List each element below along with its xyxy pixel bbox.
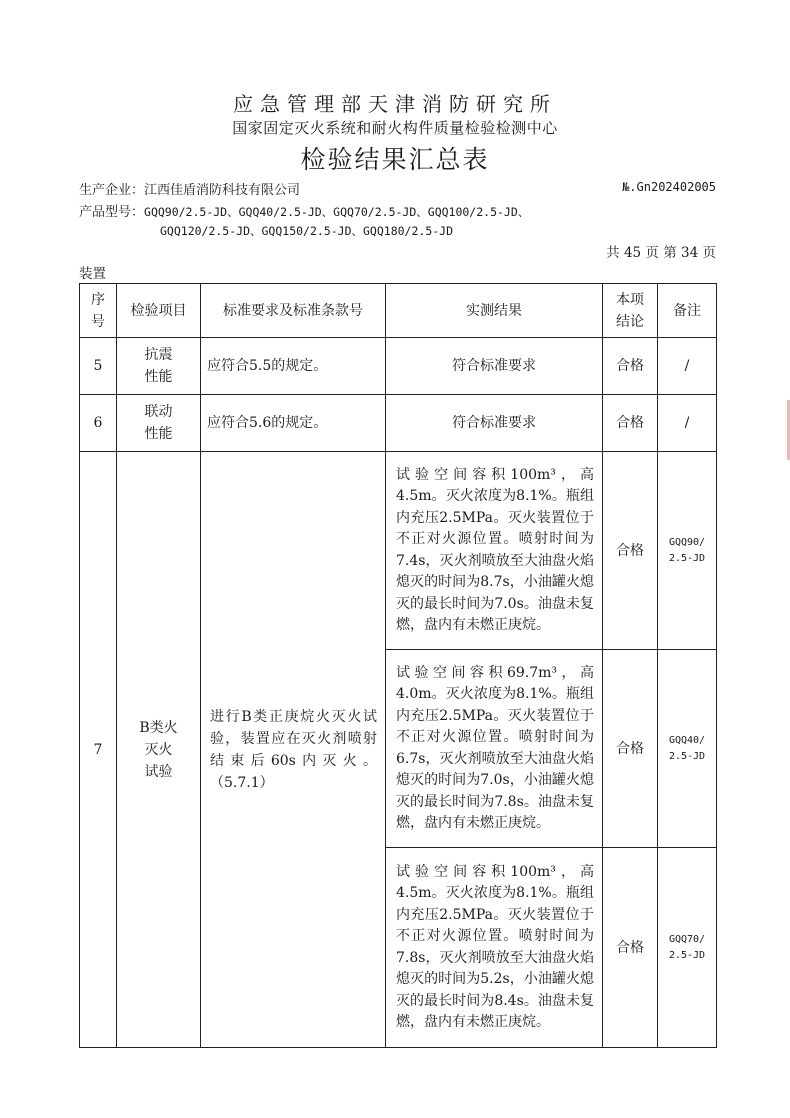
table-row [80, 395, 717, 452]
row7-remark-1: GQQ90/ 2.5-JD [658, 452, 717, 650]
row5-remark: / [658, 338, 717, 395]
row7-seq: 7 [80, 452, 117, 1048]
company-name: 江西佳盾消防科技有限公司 [144, 183, 301, 198]
row6-seq: 6 [80, 395, 117, 452]
row7-standard: 进行B类正庚烷火灭火试验，装置应在灭火剂喷射结束后60s内灭火。（5.7.1） [201, 452, 386, 1048]
row5-seq: 5 [80, 338, 117, 395]
row7-result-2: 试验空间容积69.7m³，高4.0m。灭火浓度为8.1%。瓶组内充压2.5MPa。灭火装置位于不正对火源位置。喷射时间为6.7s，灭火剂喷放至大油盘火焰熄灭的时间为7.0s，小油罐火熄灭的最长时间为7.8s。油盘未复燃，盘内有未燃正庚烷。 [386, 650, 603, 848]
header-standard: 标准要求及标准条款号 [201, 284, 386, 338]
header-conclusion: 本项 结论 [603, 284, 658, 338]
row5-standard: 应符合5.5的规定。 [201, 338, 386, 395]
row7-conclusion-1: 合格 [603, 452, 658, 650]
table-row [80, 452, 717, 650]
row6-remark: / [658, 395, 717, 452]
row7-result-3: 试验空间容积100m³，高4.5m。灭火浓度为8.1%。瓶组内充压2.5MPa。灭火装置位于不正对火源位置。喷射时间为7.8s，灭火剂喷放至大油盘火焰熄灭的时间为5.2s，小油罐火熄灭的最长时间为8.4s。油盘未复燃，盘内有未燃正庚烷。 [386, 848, 603, 1048]
row7-conclusion-3: 合格 [603, 848, 658, 1048]
row7-remark-3: GQQ70/ 2.5-JD [658, 848, 717, 1048]
row5-conclusion: 合格 [603, 338, 658, 395]
company-row [79, 179, 300, 198]
category-label: 装置 [79, 266, 106, 282]
row5-result: 符合标准要求 [386, 338, 603, 395]
model-row [79, 201, 529, 220]
model-label: 产品型号： [79, 205, 145, 220]
table-header-row [80, 284, 717, 338]
model-list-line1: GQQ90/2.5-JD、GQQ40/2.5-JD、GQQ70/2.5-JD、GQQ100/2.5-JD、 [144, 205, 530, 219]
model-list-line2: GQQ120/2.5-JD、GQQ150/2.5-JD、GQQ180/2.5-JD [160, 224, 454, 238]
row7-remark-2: GQQ40/ 2.5-JD [658, 650, 717, 848]
row6-item: 联动 性能 [117, 395, 201, 452]
company-label: 生产企业： [79, 183, 145, 198]
row7-item: B类火 灭火 试验 [117, 452, 201, 1048]
header-result: 实测结果 [386, 284, 603, 338]
row7-conclusion-2: 合格 [603, 650, 658, 848]
results-table [79, 283, 717, 1048]
report-number: №.Gn202402005 [622, 180, 716, 194]
row6-conclusion: 合格 [603, 395, 658, 452]
row7-result-1: 试验空间容积100m³，高4.5m。灭火浓度为8.1%。瓶组内充压2.5MPa。灭火装置位于不正对火源位置。喷射时间为7.4s，灭火剂喷放至大油盘火焰熄灭的时间为8.7s，小油罐火熄灭的最长时间为7.0s。油盘未复燃，盘内有未燃正庚烷。 [386, 452, 603, 650]
header-remark: 备注 [658, 284, 717, 338]
row6-standard: 应符合5.6的规定。 [201, 395, 386, 452]
org-name: 应急管理部天津消防研究所 [233, 92, 557, 116]
row6-result: 符合标准要求 [386, 395, 603, 452]
table-row [80, 338, 717, 395]
header-seq: 序 号 [80, 284, 117, 338]
header-item: 检验项目 [117, 284, 201, 338]
page-title: 检验结果汇总表 [300, 145, 490, 174]
page-counter: 共 45 页 第 34 页 [606, 245, 716, 261]
center-name: 国家固定灭火系统和耐火构件质量检验检测中心 [232, 119, 558, 137]
row5-item: 抗震 性能 [117, 338, 201, 395]
